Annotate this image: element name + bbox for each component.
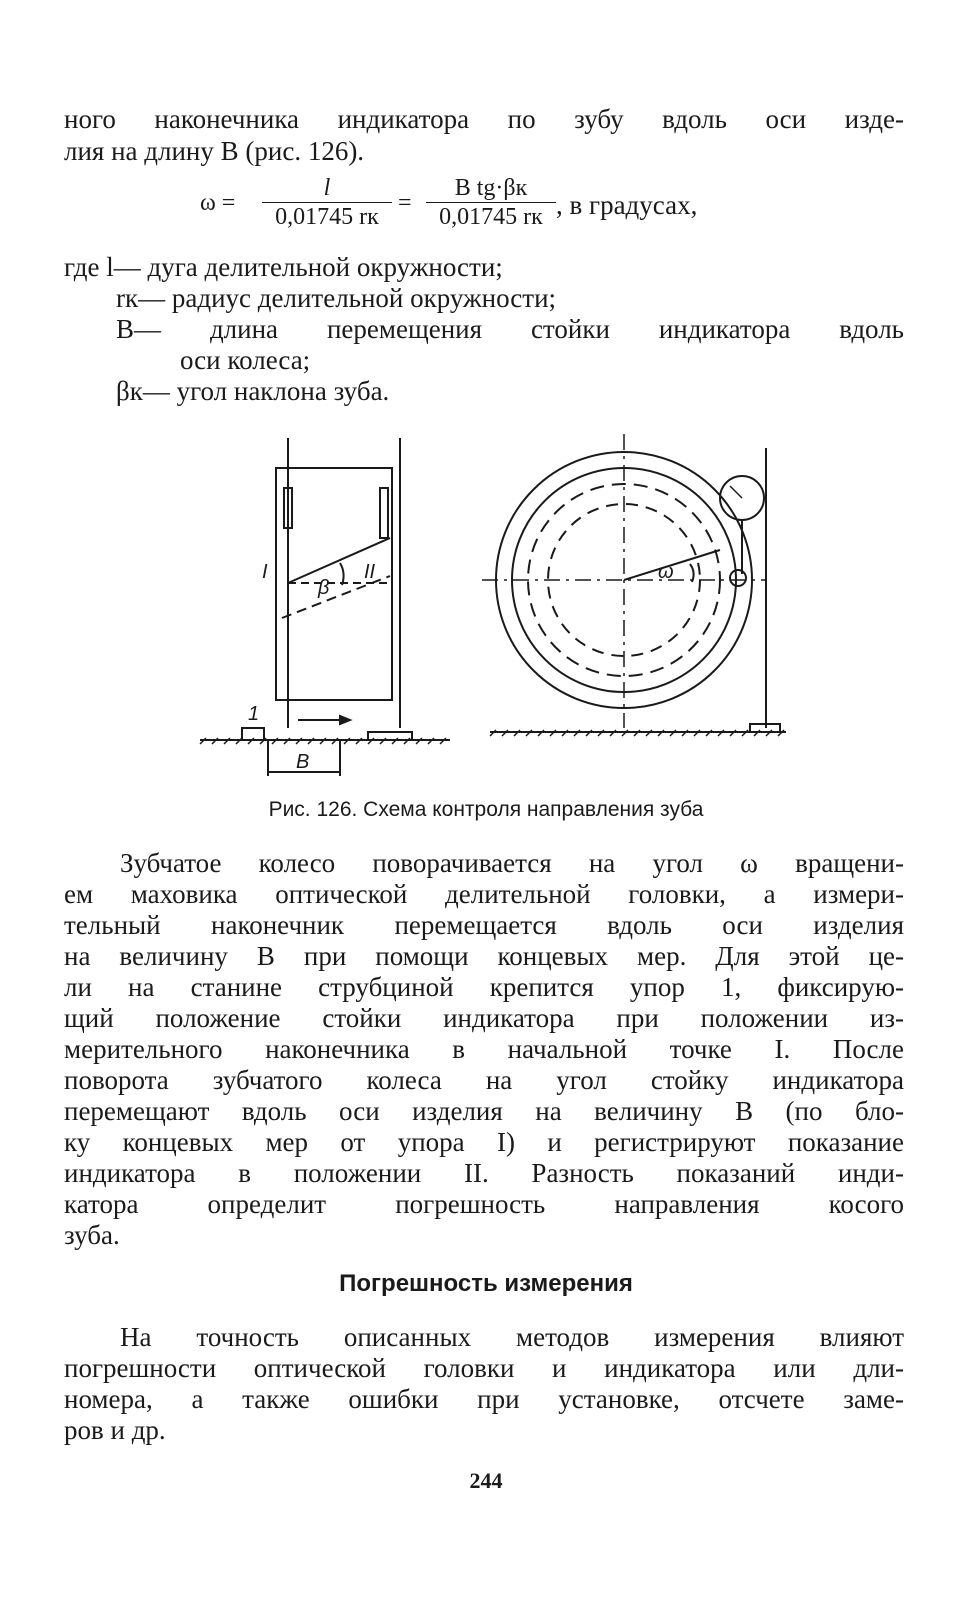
- definition-text: — дуга делительной окружности;: [113, 252, 503, 282]
- paragraph-line: поворота зубчатого колеса на угол стойку индикатора: [64, 1065, 904, 1095]
- formula-fraction-1-denominator: 0,01745 rк: [275, 204, 379, 230]
- paragraph-line: Зубчатое колесо поворачивается на угол ω вращени-: [120, 848, 904, 878]
- intro-line-1: ного наконечника индикатора по зубу вдоль оси изде-: [64, 104, 904, 134]
- definition-text: — угол наклона зуба.: [142, 376, 390, 406]
- definition-text: — длина перемещения стойки индикатора вдоль: [134, 314, 904, 344]
- label-I: I: [262, 561, 268, 583]
- paragraph-line: ем маховика оптической делительной головки, а измери-: [64, 879, 904, 909]
- gauge-block: [368, 732, 412, 740]
- formula: [200, 172, 820, 242]
- paragraph-line: катора определит погрешность направления косого: [64, 1189, 904, 1219]
- formula-fraction-2-numerator: B tg·βк: [426, 174, 556, 203]
- definition-item: [64, 252, 904, 283]
- definition-item: [64, 345, 904, 376]
- figure-caption: Рис. 126. Схема контроля направления зуба: [268, 798, 704, 821]
- definitions-list: [64, 252, 904, 407]
- formula-fraction-1-numerator: l: [262, 174, 392, 203]
- paragraph-line: ку концевых мер от упора I) и регистрируют показание: [64, 1127, 904, 1157]
- paragraph-line: щий положение стойки индикатора при положении из-: [64, 1003, 904, 1033]
- paragraph-line: номера, а также ошибки при установке, отсчете заме-: [64, 1384, 904, 1414]
- paragraph-line: погрешности оптической головки и индикатора или дли-: [64, 1353, 904, 1383]
- definition-item: [64, 283, 904, 314]
- definition-item: [64, 376, 904, 407]
- definition-symbol: βк: [116, 376, 143, 406]
- section-heading: Погрешность измерения: [339, 1270, 633, 1297]
- intro-line-2: лия на длину B (рис. 126).: [64, 136, 365, 166]
- definition-text: оси колеса;: [180, 345, 311, 375]
- label-beta: β: [318, 577, 330, 599]
- formula-equals: =: [398, 190, 412, 216]
- paragraph-line: тельный наконечник перемещается вдоль оси изделия: [64, 910, 904, 940]
- label-B: B: [296, 751, 310, 773]
- indicator-tip: [730, 570, 746, 586]
- paragraph-line: мерительного наконечника в начальной точке I. После: [64, 1034, 904, 1064]
- label-1: 1: [248, 703, 260, 725]
- paragraph-line: На точность описанных методов измерения влияют: [120, 1322, 904, 1352]
- definition-symbol: B: [116, 314, 135, 344]
- paragraph-line: зуба.: [64, 1220, 120, 1250]
- page-number: 244: [469, 1468, 503, 1493]
- formula-fraction-2: [426, 174, 556, 231]
- paragraph-line: ров и др.: [64, 1415, 166, 1445]
- formula-fraction-2-denominator: 0,01745 rк: [439, 204, 543, 230]
- definition-text: — радиус делительной окружности;: [138, 283, 557, 313]
- definition-symbol: где l: [64, 252, 114, 282]
- paragraph-line: на величину B при помощи концевых мер. Для этой це-: [64, 941, 904, 971]
- paragraph-line: ли на станине струбциной крепится упор 1, фиксирую-: [64, 972, 904, 1002]
- definition-item: [64, 314, 904, 345]
- formula-tail: , в градусах,: [556, 190, 698, 220]
- move-arrow-head: [340, 716, 350, 724]
- beta-arc: [340, 563, 344, 585]
- definition-symbol: rк: [116, 283, 139, 313]
- label-omega: ω: [658, 561, 674, 583]
- label-II: II: [364, 561, 376, 583]
- indicator-tip-II: [380, 488, 388, 538]
- paragraph-line: индикатора в положении II. Разность показаний инди-: [64, 1158, 904, 1188]
- paragraph-line: перемещают вдоль оси изделия на величину B (по бло-: [64, 1096, 904, 1126]
- formula-fraction-1: [262, 174, 392, 231]
- figure-126-diagram: [190, 428, 790, 788]
- formula-lhs: ω =: [200, 190, 236, 216]
- indicator-needle: [730, 486, 742, 498]
